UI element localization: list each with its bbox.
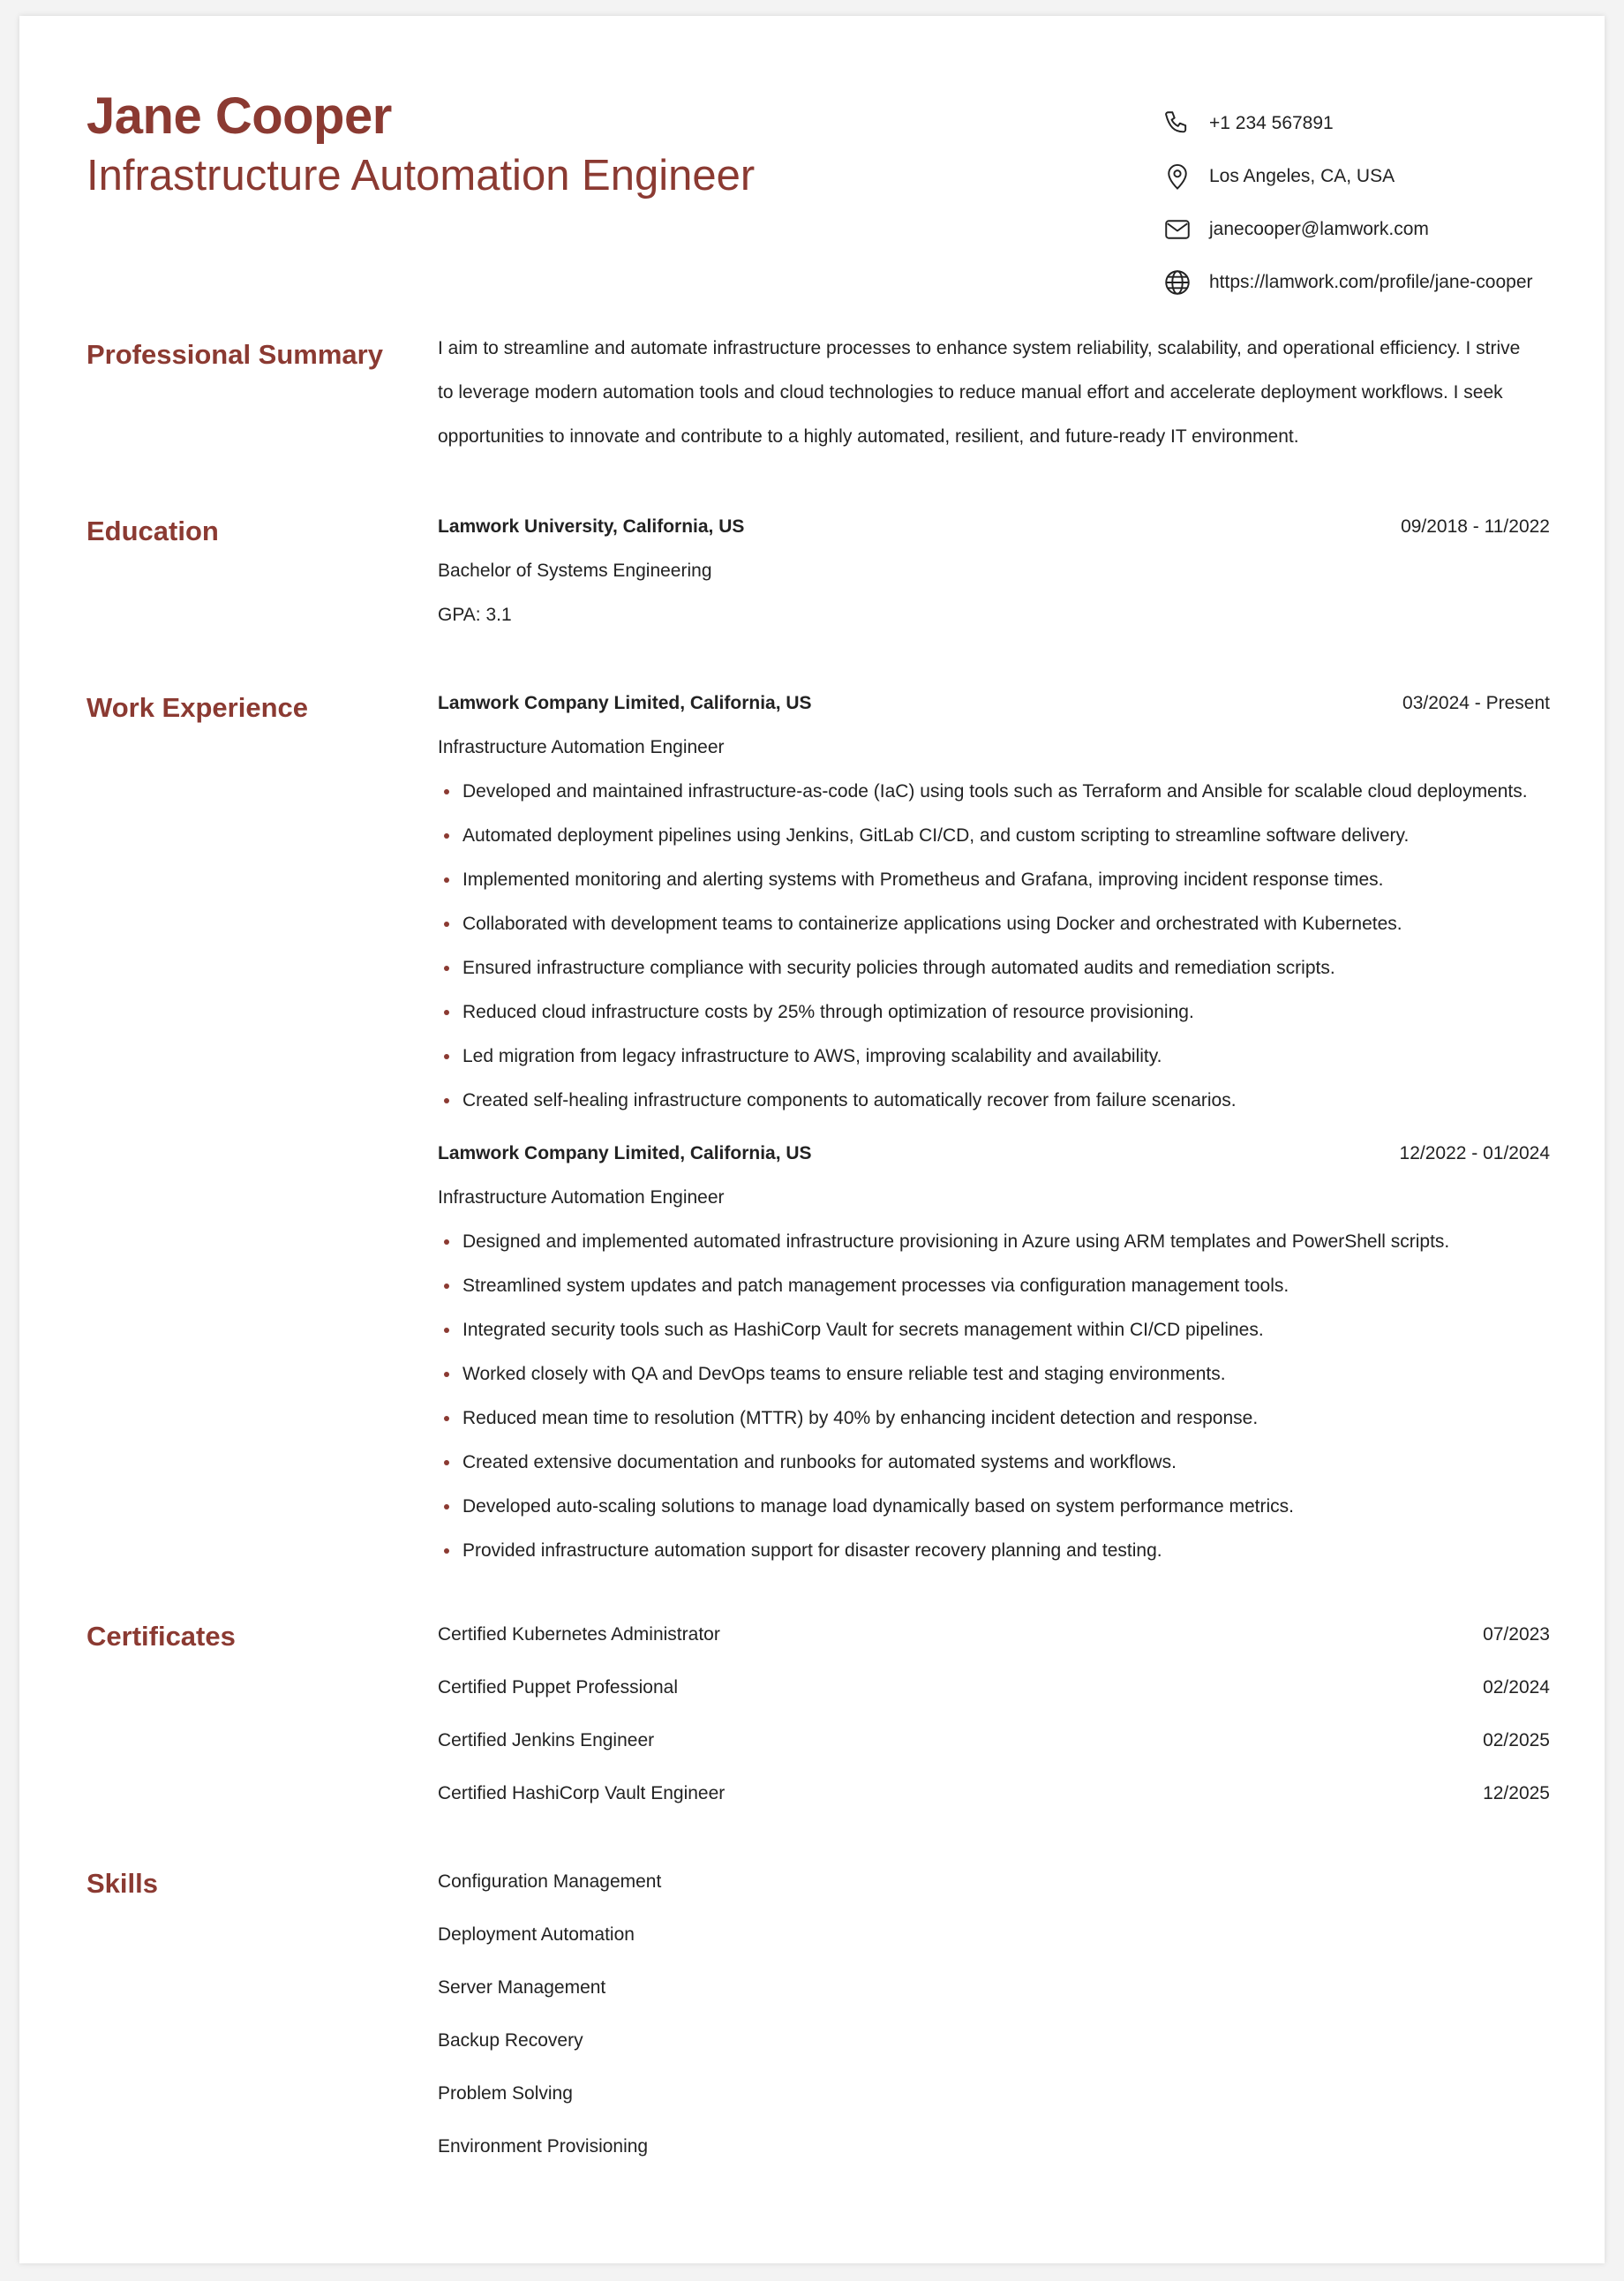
education-dates: 09/2018 - 11/2022 — [1401, 516, 1550, 537]
mail-icon — [1160, 212, 1195, 247]
contact-email[interactable] — [1160, 203, 1533, 256]
job-bullets — [438, 770, 1550, 1123]
skills-body — [438, 1856, 1550, 2173]
work-body — [438, 681, 1550, 1582]
job-header-row — [438, 1132, 1550, 1176]
skill-item: Deployment Automation — [438, 1924, 635, 1945]
certificate-row — [438, 1608, 1550, 1661]
job-company: Lamwork Company Limited, California, US — [438, 1143, 812, 1163]
job-bullet: Collaborated with development teams to containerize applications using Docker and orchestrated with Kubernetes. — [438, 902, 1550, 946]
certificates-body — [438, 1608, 1550, 1820]
education-school: Lamwork University, California, US — [438, 516, 745, 537]
skill-item: Environment Provisioning — [438, 2136, 649, 2157]
job-bullet: Provided infrastructure automation support for disaster recovery planning and testing. — [438, 1529, 1550, 1573]
certificate-date: 02/2024 — [1483, 1677, 1550, 1698]
skill-item: Backup Recovery — [438, 2030, 583, 2051]
job-bullet: Led migration from legacy infrastructure to AWS, improving scalability and availability. — [438, 1035, 1550, 1079]
certificate-date: 02/2025 — [1483, 1730, 1550, 1750]
education-degree: Bachelor of Systems Engineering — [438, 561, 712, 581]
job-bullet: Developed auto-scaling solutions to manage load dynamically based on system performance metrics. — [438, 1485, 1550, 1529]
job-bullet: Designed and implemented automated infrastructure provisioning in Azure using ARM templates and PowerShell scripts. — [438, 1220, 1550, 1264]
education-body — [438, 505, 1550, 637]
job-entry — [438, 681, 1550, 1123]
job-bullet: Reduced mean time to resolution (MTTR) by 40% by enhancing incident detection and response. — [438, 1396, 1550, 1441]
job-bullet: Ensured infrastructure compliance with security policies through automated audits and remediation scripts. — [438, 946, 1550, 990]
summary-body — [438, 327, 1550, 459]
skill-item: Problem Solving — [438, 2083, 573, 2104]
job-bullet: Created self-healing infrastructure components to automatically recover from failure scenarios. — [438, 1079, 1550, 1123]
job-company: Lamwork Company Limited, California, US — [438, 693, 812, 713]
contact-location — [1160, 150, 1533, 203]
education-gpa: GPA: 3.1 — [438, 605, 512, 625]
contact-website[interactable] — [1160, 256, 1533, 309]
education-header-row — [438, 505, 1550, 549]
certificate-name: Certified HashiCorp Vault Engineer — [438, 1783, 726, 1803]
job-bullets — [438, 1220, 1550, 1573]
contact-phone — [1160, 97, 1533, 150]
skill-item: Configuration Management — [438, 1871, 662, 1892]
resume-header — [86, 85, 755, 203]
job-bullet: Created extensive documentation and runbooks for automated systems and workflows. — [438, 1441, 1550, 1485]
candidate-name: Jane Cooper — [86, 87, 392, 145]
candidate-title: Infrastructure Automation Engineer — [86, 152, 756, 199]
location-pin-icon — [1160, 159, 1195, 194]
job-bullet: Integrated security tools such as HashiCorp Vault for secrets management within CI/CD pipelines. — [438, 1308, 1550, 1352]
job-bullet: Worked closely with QA and DevOps teams to ensure reliable test and staging environments. — [438, 1352, 1550, 1396]
education-heading: Education — [86, 516, 219, 546]
job-bullet: Streamlined system updates and patch management processes via configuration management tools. — [438, 1264, 1550, 1308]
certificate-row — [438, 1714, 1550, 1767]
job-bullet: Developed and maintained infrastructure-as-code (IaC) using tools such as Terraform and Ansible for scalable cloud deployments. — [438, 770, 1550, 814]
globe-icon — [1160, 265, 1195, 300]
job-role: Infrastructure Automation Engineer — [438, 737, 725, 757]
job-entry — [438, 1132, 1550, 1573]
summary-line: opportunities to innovate and contribute to a highly automated, resilient, and future-ready IT environment. — [438, 426, 1299, 447]
certificate-row — [438, 1767, 1550, 1820]
certificate-row — [438, 1661, 1550, 1714]
certificate-date: 07/2023 — [1483, 1624, 1550, 1645]
contact-phone-text: +1 234 567891 — [1209, 113, 1334, 133]
summary-heading: Professional Summary — [86, 339, 383, 370]
job-dates: 12/2022 - 01/2024 — [1399, 1143, 1550, 1163]
resume-page — [19, 16, 1605, 2263]
certificate-name: Certified Kubernetes Administrator — [438, 1624, 720, 1645]
phone-icon — [1160, 106, 1195, 141]
certificate-date: 12/2025 — [1483, 1783, 1550, 1803]
work-heading: Work Experience — [86, 692, 308, 723]
summary-line: I aim to streamline and automate infrastructure processes to enhance system reliability, scalability, and operational efficiency. I strive — [438, 338, 1521, 358]
skill-item: Server Management — [438, 1977, 606, 1998]
skills-heading: Skills — [86, 1868, 158, 1899]
job-role: Infrastructure Automation Engineer — [438, 1187, 725, 1208]
job-bullet: Automated deployment pipelines using Jenkins, GitLab CI/CD, and custom scripting to streamline software delivery. — [438, 814, 1550, 858]
job-bullet: Implemented monitoring and alerting systems with Prometheus and Grafana, improving incident response times. — [438, 858, 1550, 902]
contact-list — [1160, 97, 1533, 309]
contact-email-text[interactable]: janecooper@lamwork.com — [1209, 219, 1429, 239]
certificates-heading: Certificates — [86, 1621, 236, 1652]
certificate-name: Certified Puppet Professional — [438, 1677, 678, 1698]
contact-location-text: Los Angeles, CA, USA — [1209, 166, 1395, 186]
job-bullet: Reduced cloud infrastructure costs by 25% through optimization of resource provisioning. — [438, 990, 1550, 1035]
job-header-row — [438, 681, 1550, 726]
contact-website-link[interactable]: https://lamwork.com/profile/jane-cooper — [1209, 272, 1533, 292]
certificate-name: Certified Jenkins Engineer — [438, 1730, 655, 1750]
summary-line: to leverage modern automation tools and cloud technologies to reduce manual effort and accelerate deployment workflows. I seek — [438, 382, 1503, 403]
job-dates: 03/2024 - Present — [1402, 693, 1550, 713]
